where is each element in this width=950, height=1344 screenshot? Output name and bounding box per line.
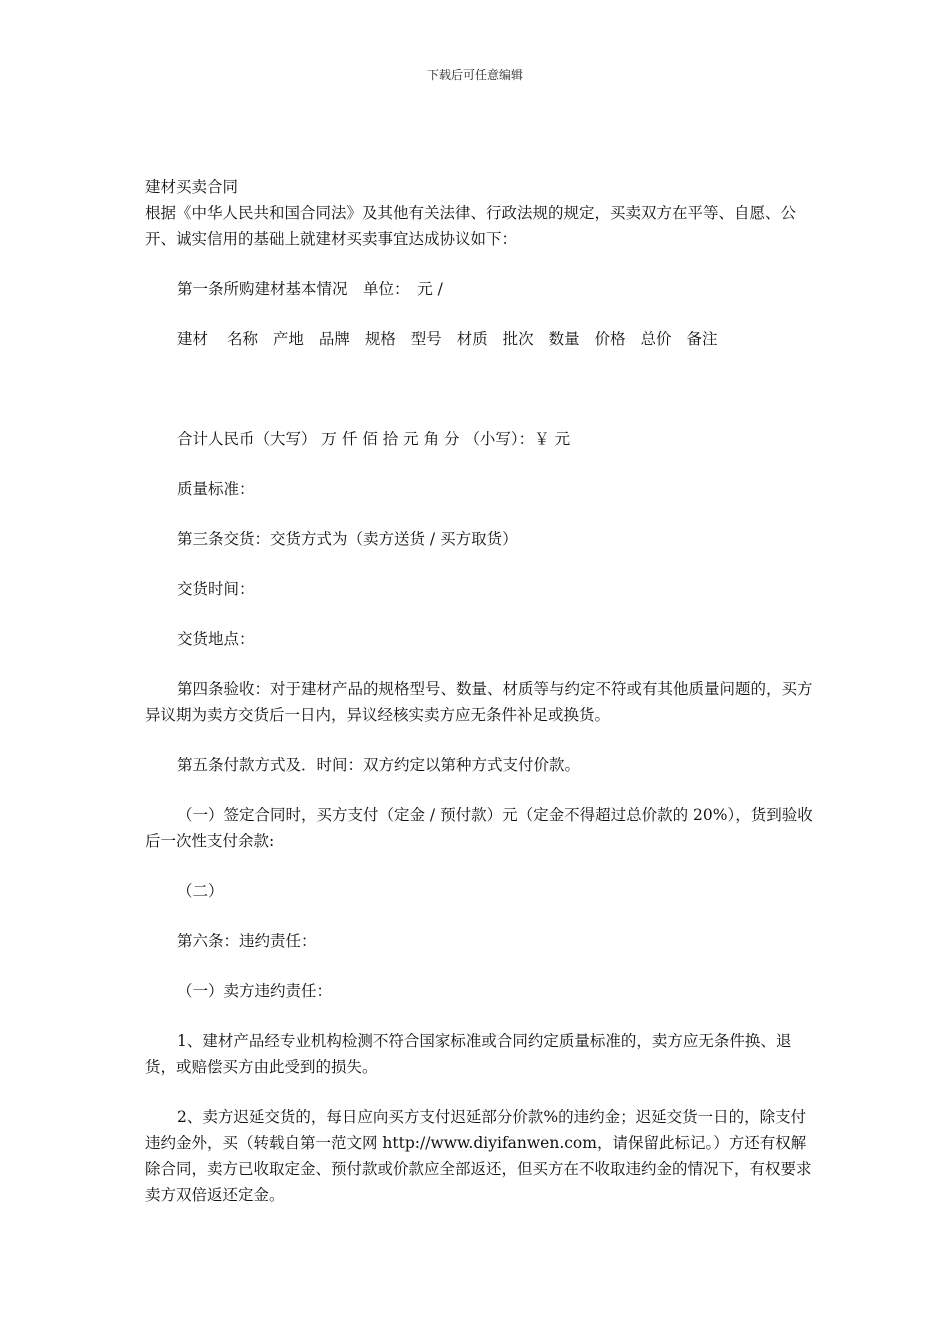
col-header-batch: 批次 [502, 330, 534, 348]
total-amount-line: 合计人民币（大写） 万 仟 佰 拾 元 角 分 （小写）：￥ 元 [177, 430, 571, 448]
page-header-note: 下载后可任意编辑 [426, 68, 523, 82]
col-header-price: 价格 [594, 330, 626, 348]
article-4-paragraph: 第四条验收：对于建材产品的规格型号、数量、材质等与约定不符或有其他质量问题的，买方异议期为卖方交货后一日内，异议经核实卖方应无条件补足或换货。 [145, 680, 813, 724]
delivery-time: 交货时间： [177, 580, 255, 598]
liability-item-1: 1、建材产品经专业机构检测不符合国家标准或合同约定质量标准的，卖方应无条件换、退货，或赔偿买方由此受到的损失。 [145, 1032, 792, 1076]
payment-option-1: （一）签定合同时，买方支付（定金 / 预付款）元（定金不得超过总价款的 20%），货到验收后一次性支付余款: [145, 806, 813, 850]
payment-option-2: （二） [177, 882, 224, 900]
col-header-quantity: 数量 [548, 330, 580, 348]
goods-table-header [145, 326, 817, 352]
col-header-name: 名称 [226, 330, 258, 348]
col-header-spec: 规格 [364, 330, 396, 348]
col-header-texture: 材质 [456, 330, 488, 348]
article-5-heading: 第五条付款方式及．时间：双方约定以第种方式支付价款。 [177, 756, 581, 774]
article-3-heading: 第三条交货：交货方式为（卖方送货 / 买方取货） [177, 530, 518, 548]
col-header-origin: 产地 [272, 330, 304, 348]
document-title: 建材买卖合同 [145, 178, 239, 196]
col-header-brand: 品牌 [318, 330, 350, 348]
col-header-remarks: 备注 [686, 330, 718, 348]
preamble-paragraph: 根据《中华人民共和国合同法》及其他有关法律、行政法规的规定，买卖双方在平等、自愿、公开、诚实信用的基础上就建材买卖事宜达成协议如下： [145, 204, 797, 248]
article-1-heading: 第一条所购建材基本情况 单位： 元 / [177, 280, 443, 298]
article-6-heading: 第六条：违约责任： [177, 932, 317, 950]
col-header-model: 型号 [410, 330, 442, 348]
col-header-material: 建材 [177, 330, 209, 348]
contract-document [145, 174, 817, 1208]
seller-liability-heading: （一）卖方违约责任： [177, 982, 333, 1000]
quality-standard: 质量标准： [177, 480, 255, 498]
liability-item-2: 2、卖方迟延交货的，每日应向买方支付迟延部分价款%的违约金；迟延交货一日的，除支付违约金外，买（转载自第一范文网 http://www.diyifanwen.com，请保留此标记。）方还有权解除合同，卖方已收取定金、预付款或价款应全部返还，但买方在不收取违约金的情况下，有权要求卖方双倍返还定金。 [145, 1108, 812, 1204]
delivery-place: 交货地点： [177, 630, 255, 648]
col-header-total: 总价 [640, 330, 672, 348]
